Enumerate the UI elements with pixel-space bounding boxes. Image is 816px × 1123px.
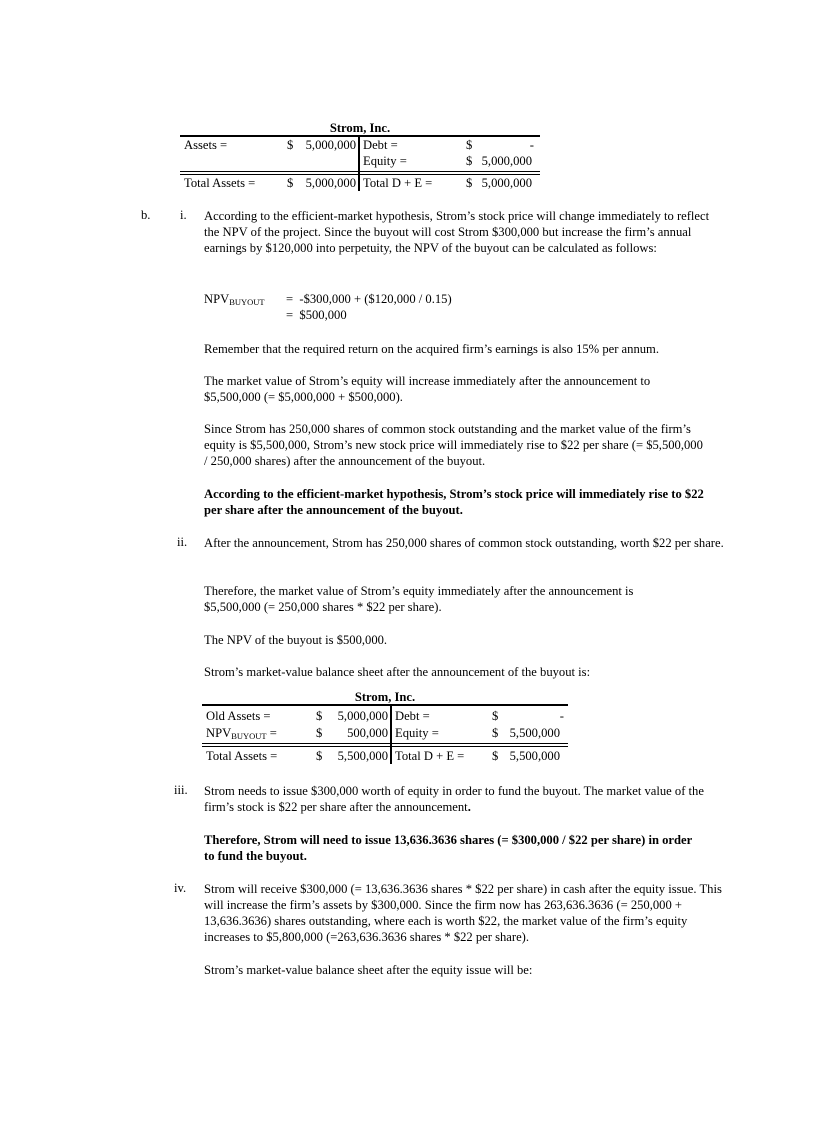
bs1-row-equity	[180, 153, 540, 169]
item-iii-paragraph-1-text: Strom needs to issue $300,000 worth of equity in order to fund the buyout. The market value of the firm’s stock is $22 per share after the announcement	[204, 784, 704, 814]
bs2-npv-equals: =	[266, 726, 277, 740]
bs1-title: Strom, Inc.	[329, 121, 391, 135]
bs2-equity-value: 5,500,000	[509, 726, 560, 740]
item-iii-paragraph-1	[204, 783, 724, 815]
bs1-equity-label: Equity =	[363, 154, 407, 168]
balance-sheet-1	[180, 135, 540, 193]
bs2-row-old-assets	[202, 708, 568, 724]
npv-equation-line-1: = -$300,000 + ($120,000 / 0.15)	[286, 292, 452, 306]
bs1-assets-dollar: $	[287, 138, 294, 152]
bs1-assets-label: Assets =	[184, 138, 228, 152]
bs2-equity-dollar: $	[492, 726, 499, 740]
bs1-row-assets	[180, 137, 540, 153]
bs2-row-total	[202, 748, 568, 764]
item-i-paragraph-1: According to the efficient-market hypothesis, Strom’s stock price will change immediately to reflect the NPV of the project. Since the buyout will cost Strom $300,000 but increase the firm’s annual earnings by $120,000 into perpetuity, the NPV of the buyout can be calculated as follows:	[204, 209, 710, 255]
item-i-label: i.	[180, 208, 187, 222]
bs1-total-assets-label: Total Assets =	[184, 176, 256, 190]
bs2-total-de-label: Total D + E =	[395, 749, 465, 763]
bs1-debt-label: Debt =	[363, 138, 398, 152]
item-iii-label: iii.	[174, 783, 188, 797]
item-iv-paragraph-1: Strom will receive $300,000 (= 13,636.3636 shares * $22 per share) in cash after the equity issue. This will increase the firm’s assets by $300,000. Since the firm now has 263,636.3636 (= 250,000 + 13,636.3636) shares outstanding, where each is worth $22, the market value of the firm’s equity increases to $5,800,000 (=263,636.3636 shares * $22 per share).	[204, 882, 722, 944]
bs2-debt-value: -	[559, 709, 564, 723]
bs1-debt-dollar: $	[466, 138, 473, 152]
bs2-debt-label: Debt =	[395, 709, 430, 723]
npv-subscript: BUYOUT	[229, 297, 265, 307]
bs2-double-rule	[202, 743, 568, 747]
bs2-debt-dollar: $	[492, 709, 499, 723]
bs2-row-npv	[202, 725, 568, 741]
bs2-npv-dollar: $	[316, 726, 323, 740]
bs1-row-total	[180, 175, 540, 191]
bs2-top-rule	[202, 704, 568, 706]
bs1-total-assets-dollar: $	[287, 176, 294, 190]
balance-sheet-2	[202, 704, 568, 766]
bs2-old-assets-label: Old Assets =	[206, 709, 271, 723]
item-iv-paragraph-2: Strom’s market-value balance sheet after the equity issue will be:	[204, 963, 533, 977]
bs1-assets-value: 5,000,000	[305, 138, 356, 152]
bs1-total-de-label: Total D + E =	[363, 176, 433, 190]
bs1-total-assets-value: 5,000,000	[305, 176, 356, 190]
bs2-total-assets-dollar: $	[316, 749, 323, 763]
bs2-total-assets-value: 5,500,000	[337, 749, 388, 763]
bs2-equity-label: Equity =	[395, 726, 439, 740]
bs2-total-de-value: 5,500,000	[509, 749, 560, 763]
bs2-old-assets-value: 5,000,000	[337, 709, 388, 723]
bs2-total-assets-label: Total Assets =	[206, 749, 278, 763]
npv-equation-label	[204, 292, 265, 307]
bs2-total-de-dollar: $	[492, 749, 499, 763]
npv-label: NPV	[204, 292, 230, 306]
bs1-total-de-dollar: $	[466, 176, 473, 190]
bs2-npv-value: 500,000	[347, 726, 388, 740]
item-ii-paragraph-3: The NPV of the buyout is $500,000.	[204, 633, 388, 647]
bs2-title: Strom, Inc.	[354, 690, 416, 704]
bs1-debt-value: -	[529, 138, 534, 152]
bs2-npv-subscript: BUYOUT	[231, 731, 267, 741]
bs1-equity-value: 5,000,000	[481, 154, 532, 168]
item-i-paragraph-2: Remember that the required return on the acquired firm’s earnings is also 15% per annum.	[204, 342, 659, 356]
item-iii-conclusion: Therefore, Strom will need to issue 13,636.3636 shares (= $300,000 / $22 per share) in order to fund the buyout.	[204, 833, 692, 863]
bs2-old-assets-dollar: $	[316, 709, 323, 723]
item-ii-paragraph-4: Strom’s market-value balance sheet after the announcement of the buyout is:	[204, 665, 591, 679]
part-b-label: b.	[141, 208, 151, 222]
bs2-npv-text: NPV	[206, 726, 232, 740]
item-i-paragraph-4: Since Strom has 250,000 shares of common stock outstanding and the market value of the firm’s equity is $5,500,000, Strom’s new stock price will immediately rise to $22 per share (= $5,500,000 / 250,000 shares) after the announcement of the buyout.	[204, 422, 703, 468]
item-iii-paragraph-1-end: .	[467, 800, 471, 814]
item-iv-label: iv.	[174, 881, 187, 895]
item-ii-paragraph-1: After the announcement, Strom has 250,000 shares of common stock outstanding, worth $22 per share.	[204, 536, 724, 550]
item-i-paragraph-3: The market value of Strom’s equity will increase immediately after the announcement to $5,500,000 (= $5,000,000 + $500,000).	[204, 374, 651, 404]
npv-equation-line-2: = $500,000	[286, 308, 347, 322]
bs1-equity-dollar: $	[466, 154, 473, 168]
item-ii-paragraph-2: Therefore, the market value of Strom’s equity immediately after the announcement is $5,500,000 (= 250,000 shares * $22 per share).	[204, 584, 634, 614]
bs1-total-de-value: 5,000,000	[481, 176, 532, 190]
bs2-npv-label	[206, 725, 277, 744]
item-ii-label: ii.	[177, 535, 188, 549]
item-i-conclusion: According to the efficient-market hypothesis, Strom’s stock price will immediately rise to $22 per share after the announcement of the buyout.	[204, 487, 704, 517]
